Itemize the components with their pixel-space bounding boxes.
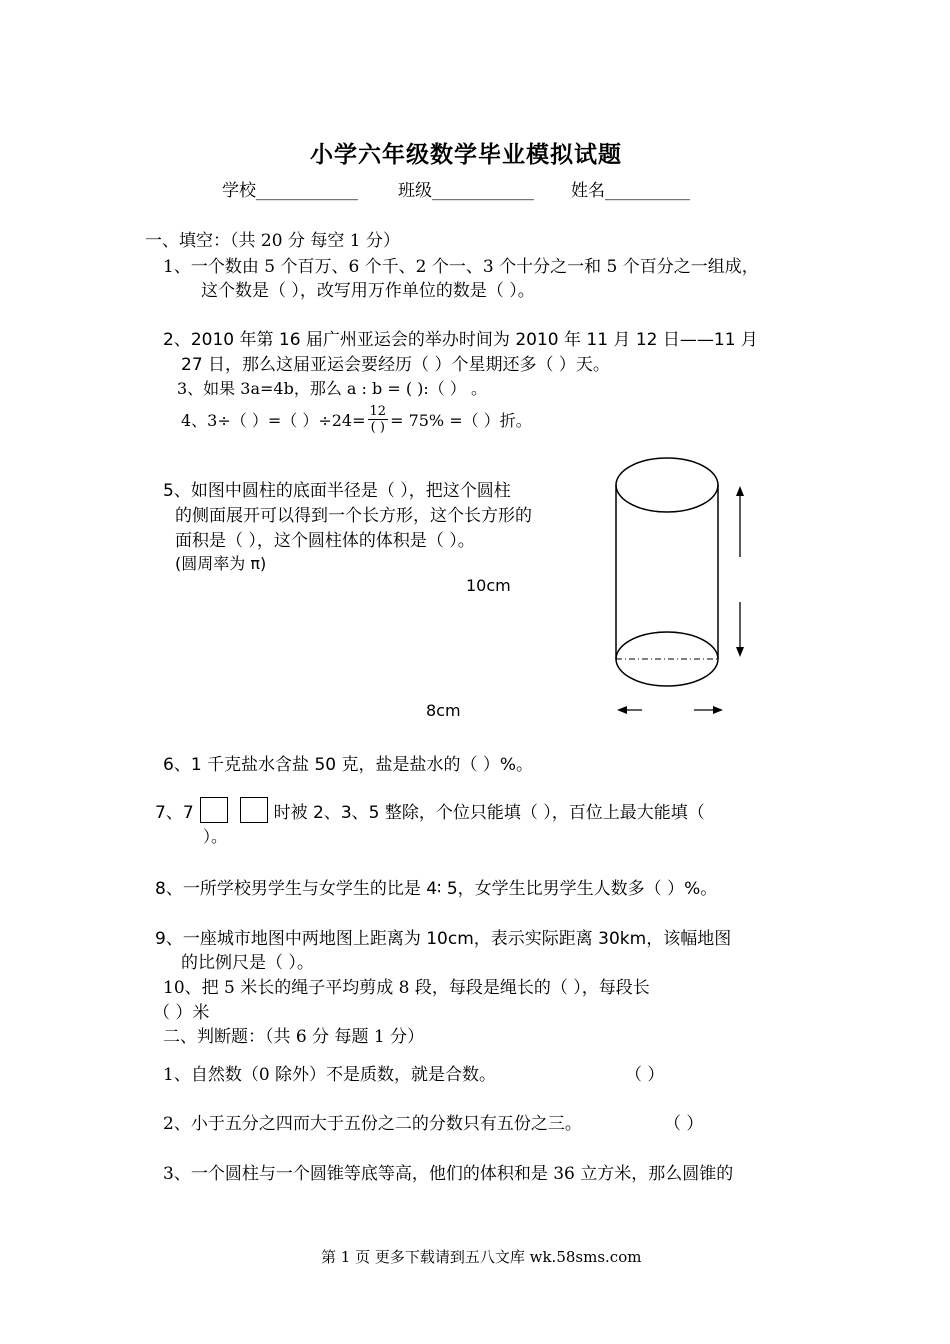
height-arrow-up-head xyxy=(736,486,744,496)
q9-line1: 9、一座城市地图中两地图上距离为 10cm，表示实际距离 30km，该幅地图 xyxy=(155,929,732,949)
width-arrow-right-head xyxy=(713,706,723,714)
cylinder-bottom-back-arc xyxy=(616,632,718,659)
q2-line2: 27 日，那么这届亚运会要经历（ ）个星期还多（ ）天。 xyxy=(181,355,610,375)
judge-2: 2、小于五分之四而大于五份之二的分数只有五份之三。 xyxy=(163,1114,582,1134)
q7 xyxy=(155,797,705,823)
judge-1: 1、自然数（0 除外）不是质数，就是合数。 xyxy=(163,1065,497,1085)
cylinder-width-label: 8cm xyxy=(426,701,461,720)
q7-pre: 7、7 xyxy=(155,802,194,823)
judge-2-paren: （ ） xyxy=(664,1114,704,1134)
q7-mid: 时被 2、3、5 整除，个位只能填（ ），百位上最大能填（ xyxy=(273,802,705,823)
q9-line2: 的比例尺是（ ）。 xyxy=(181,953,314,973)
q7-line2: ）。 xyxy=(203,827,228,846)
class-field: 班级____________ xyxy=(398,181,534,201)
q8: 8、一所学校男学生与女学生的比是 4∶ 5，女学生比男学生人数多（ ）%。 xyxy=(155,879,718,899)
page-title: 小学六年级数学毕业模拟试题 xyxy=(310,141,622,168)
q4-fraction-numerator: 12 xyxy=(369,404,387,419)
digit-box-hundreds xyxy=(200,797,228,823)
judge-1-paren: （ ） xyxy=(625,1065,665,1085)
section1-heading: 一、填空：（共 20 分 每空 1 分） xyxy=(145,231,400,251)
width-arrow-left-head xyxy=(617,706,627,714)
q5-line2: 的侧面展开可以得到一个长方形，这个长方形的 xyxy=(175,506,532,526)
q2-line1: 2、2010 年第 16 届广州亚运会的举办时间为 2010 年 11 月 12 日——11 月 xyxy=(163,330,758,350)
q4-pre: 4、3÷（ ）=（ ）÷24= xyxy=(181,411,366,430)
q5-line1: 5、如图中圆柱的底面半径是（ ），把这个圆柱 xyxy=(163,481,511,501)
cylinder-bottom-front-arc xyxy=(616,659,718,686)
height-arrow-down-head xyxy=(736,647,744,657)
q10-line2: （ ）米 xyxy=(153,1003,210,1023)
q1-line2: 这个数是（ ），改写用万作单位的数是（ ）。 xyxy=(201,281,535,301)
q1-line1: 1、一个数由 5 个百万、6 个千、2 个一、3 个十分之一和 5 个百分之一组成， xyxy=(163,257,759,277)
q10-line1: 10、把 5 米长的绳子平均剪成 8 段，每段是绳长的（ ），每段长 xyxy=(163,978,650,998)
judge-3: 3、一个圆柱与一个圆锥等底等高，他们的体积和是 36 立方米，那么圆锥的 xyxy=(163,1164,734,1184)
q4-post: = 75% =（ ）折。 xyxy=(390,411,532,430)
cylinder-height-label: 10cm xyxy=(466,576,511,595)
q5-line3: 面积是（ ），这个圆柱体的体积是（ ）。 xyxy=(175,531,475,551)
school-field: 学校____________ xyxy=(222,181,358,201)
digit-box-ones xyxy=(240,797,268,823)
page-footer: 第 1 页 更多下载请到五八文库 wk.58sms.com xyxy=(321,1248,642,1266)
q6: 6、1 千克盐水含盐 50 克，盐是盐水的（ ）%。 xyxy=(163,755,534,775)
q4-fraction-denominator: ( ) xyxy=(370,420,385,435)
name-field: 姓名__________ xyxy=(571,181,690,201)
section2-heading: 二、判断题：（共 6 分 每题 1 分） xyxy=(163,1027,425,1047)
cylinder-top-ellipse xyxy=(616,458,718,512)
q5-line4: (圆周率为 π) xyxy=(175,554,267,573)
q3: 3、如果 3a=4b，那么 a : b = ( ):（ ） 。 xyxy=(177,379,487,398)
